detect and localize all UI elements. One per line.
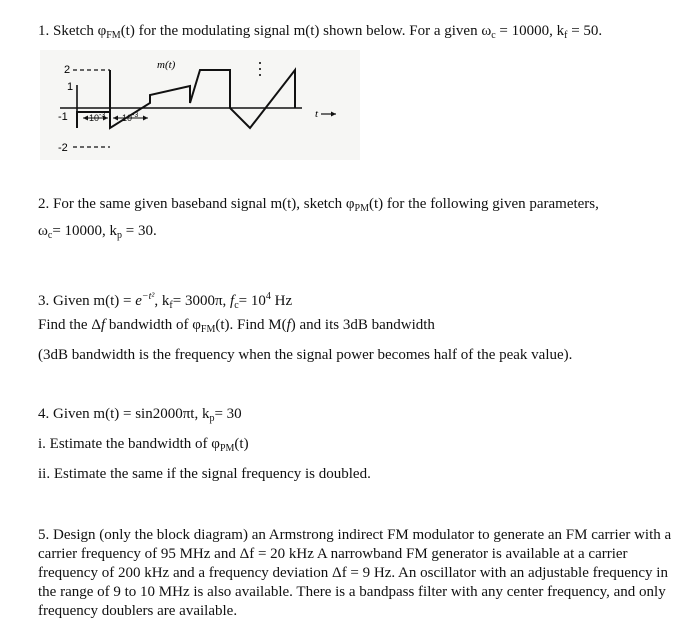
q2-sub-p: p — [117, 230, 123, 241]
question-3-line-1 — [38, 288, 292, 315]
question-5-line-2: carrier frequency of 95 MHz and Δf = 20 kHz A narrowband FM generator is available at a carrier — [38, 546, 628, 562]
question-2-line-1 — [38, 195, 599, 218]
question-3-line-3 — [38, 346, 572, 364]
q3-exp-base: e — [135, 293, 142, 309]
q4-text: 4. Given m(t) = sin2000πt, k — [38, 406, 210, 422]
q1-text: = 50. — [567, 23, 603, 39]
question-4-line-1 — [38, 405, 242, 428]
q3-exponent: −t² — [141, 291, 155, 302]
modulating-signal-figure — [40, 50, 360, 160]
q1-number: 1. — [38, 23, 50, 39]
q3-sub-fm: FM — [200, 324, 216, 335]
q3-text: , k — [154, 293, 170, 309]
question-5-line-4: the range of 9 to 10 MHz is also available. There is a bandpass filter with any center frequency, and only — [38, 584, 666, 600]
q4-text: i. Estimate the bandwidth of φ — [38, 436, 220, 452]
q1-sub-f: f — [564, 30, 568, 41]
q3-sub-c: c — [234, 300, 239, 311]
q3-text: (3dB bandwidth is the frequency when the signal power becomes half of the peak value). — [38, 347, 573, 363]
q3-f: f — [100, 317, 106, 333]
q4-sub-p: p — [209, 413, 215, 424]
q1-sub-fm: FM — [106, 30, 121, 41]
y-label-neg1: -1 — [58, 111, 68, 123]
q4-text: ii. Estimate the same if the signal frequency is doubled. — [38, 466, 371, 482]
figure-background — [40, 50, 360, 160]
q3-fc: f — [230, 293, 235, 309]
q2-text: (t) for the following given parameters, — [368, 196, 599, 212]
q4-text: = 30 — [214, 406, 242, 422]
y-label-neg2: -2 — [58, 142, 68, 154]
question-5-line-5: frequency doublers are available. — [38, 603, 238, 619]
q2-sub-pm: PM — [354, 203, 369, 214]
q2-text: ω — [38, 223, 48, 239]
question-2-line-2 — [38, 222, 157, 245]
q3-f: f — [286, 317, 291, 333]
question-4-line-3 — [38, 465, 371, 483]
q3-text: Find the Δ — [38, 317, 101, 333]
q1-text: = 10000, k — [495, 23, 565, 39]
figure-title: m(t) — [157, 59, 176, 71]
q3-text: = 10 — [238, 293, 266, 309]
q2-text: = 10000, k — [52, 223, 118, 239]
question-4-line-2 — [38, 435, 249, 458]
y-label-2: 2 — [64, 64, 71, 76]
q1-text: (t) for the modulating signal m(t) shown below. For a given ω — [120, 23, 492, 39]
interval-label-2: $10^{-3}$ — [122, 112, 139, 123]
q3-sup-4: 4 — [265, 291, 271, 302]
interval-label-1: $10^{-3}$ — [89, 112, 106, 123]
y-label-1: 1 — [67, 81, 74, 93]
q1-sub-c: c — [491, 30, 496, 41]
q3-text: ) and its 3dB bandwidth — [290, 317, 435, 333]
q3-text: bandwidth of φ — [105, 317, 201, 333]
q4-sub-pm: PM — [219, 443, 235, 454]
q3-text: = 3000π, — [172, 293, 231, 309]
q3-sub-f: f — [169, 300, 173, 311]
q1-text: Sketch φ — [53, 23, 107, 39]
q2-sub-c: c — [47, 230, 53, 241]
q3-text: Hz — [270, 293, 293, 309]
q2-text: = 30. — [122, 223, 157, 239]
time-label: t — [315, 108, 319, 120]
q3-text: 3. Given m(t) = — [38, 293, 136, 309]
question-1 — [38, 22, 602, 45]
q3-text: (t). Find M( — [215, 317, 287, 333]
q2-text: 2. For the same given baseband signal m(t), sketch φ — [38, 196, 355, 212]
question-5-line-1: 5. Design (only the block diagram) an Armstrong indirect FM modulator to generate an FM carrier with a — [38, 527, 672, 543]
question-5-line-3: frequency of 200 kHz and a frequency deviation Δf = 9 Hz. An oscillator with an adjustable frequency in — [38, 565, 668, 581]
question-3-line-2 — [38, 316, 435, 339]
q4-text: (t) — [234, 436, 249, 452]
